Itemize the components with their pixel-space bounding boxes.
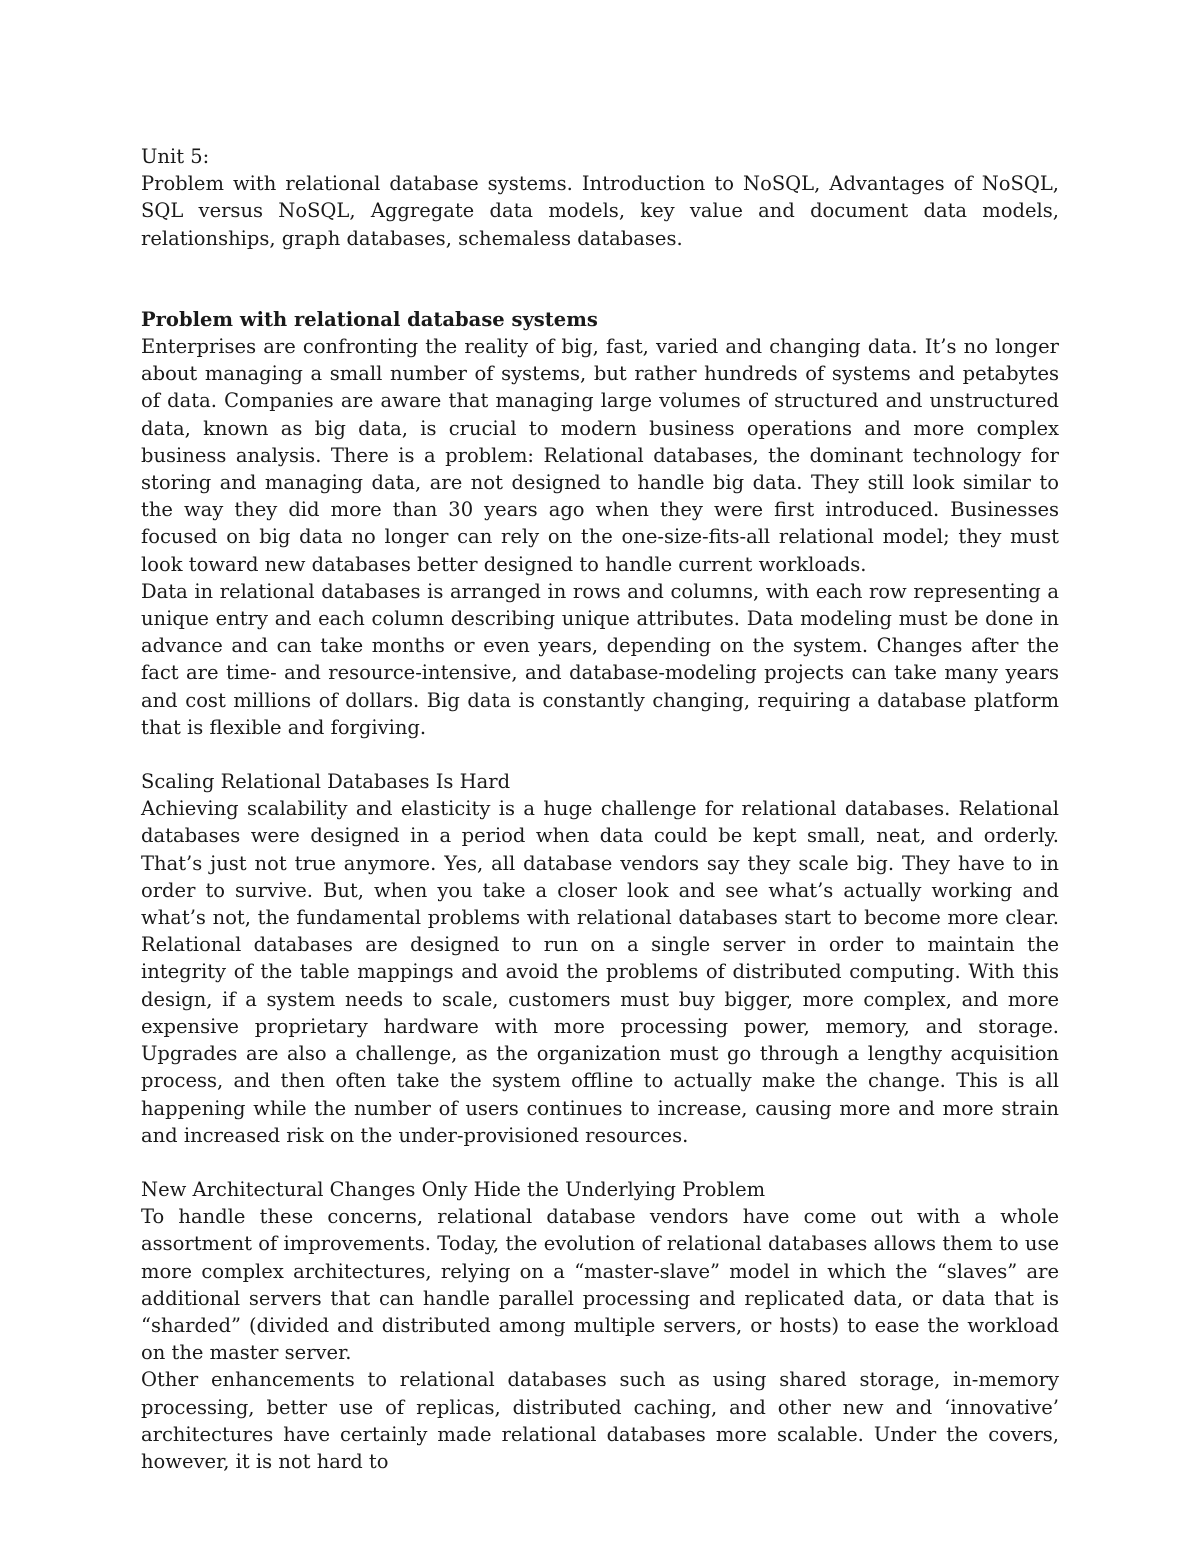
paragraph: Data in relational databases is arranged in rows and columns, with each row representing a unique entry and each column describing unique attributes. Data modeling must be done in advance and can take months or even years, depending on the system. Changes after the fact are time- and resource-intensive, and database-modeling projects can take many years and cost millions of dollars. Big data is constantly changing, requiring a database platform that is flexible and forgiving. xyxy=(141,579,1059,739)
paragraph: To handle these concerns, relational database vendors have come out with a whole assortment of improvements. Today, the evolution of relational databases allows them to use more complex architectures, relying on a “master-slave” model in which the “slaves” are additional servers that can handle parallel processing and replicated data, or data that is “sharded” (divided and distributed among multiple servers, or hosts) to ease the workload on the master server. xyxy=(141,1205,1059,1365)
section-heading-scaling: Scaling Relational Databases Is Hard xyxy=(141,770,511,794)
paragraph: Enterprises are confronting the reality of big, fast, varied and changing data. It’s no longer about managing a small number of systems, but rather hundreds of systems and petabytes of data. Companies are aware that managing large volumes of structured and unstructured data, known as big data, is crucial to modern business operations and more complex business analysis. There is a problem: Relational databases, the dominant technology for storing and managing data, are not designed to handle big data. They still look similar to the way they did more than 30 years ago when they were first introduced. Businesses focused on big data no longer can rely on the one-size-fits-all relational model; they must look toward new databases better designed to handle current workloads. xyxy=(141,335,1059,576)
spacer xyxy=(141,741,1059,768)
section-heading-problem: Problem with relational database systems xyxy=(141,307,598,331)
spacer xyxy=(141,1149,1059,1176)
section-heading-architecture: New Architectural Changes Only Hide the Underlying Problem xyxy=(141,1177,766,1201)
document-page xyxy=(141,143,1059,1475)
paragraph: Achieving scalability and elasticity is a huge challenge for relational databases. Relational databases were designed in a period when data could be kept small, neat, and orderly. That’s just not true anymore. Yes, all database vendors say they scale big. They have to in order to survive. But, when you take a closer look and see what’s actually working and what’s not, the fundamental problems with relational databases start to become more clear. Relational databases are designed to run on a single server in order to maintain the integrity of the table mappings and avoid the problems of distributed computing. With this design, if a system needs to scale, customers must buy bigger, more complex, and more expensive proprietary hardware with more processing power, memory, and storage. Upgrades are also a challenge, as the organization must go through a lengthy acquisition process, and then often take the system offline to actually make the change. This is all happening while the number of users continues to increase, causing more and more strain and increased risk on the under-provisioned resources. xyxy=(141,797,1059,1147)
paragraph: Other enhancements to relational databases such as using shared storage, in-memory processing, better use of replicas, distributed caching, and other new and ‘innovative’ architectures have certainly made relational databases more scalable. Under the covers, however, it is not hard to xyxy=(141,1368,1059,1473)
spacer xyxy=(141,252,1059,306)
unit-syllabus: Problem with relational database systems. Introduction to NoSQL, Advantages of NoSQL, SQL versus NoSQL, Aggregate data models, key value and document data models, relationships, graph databases, schemaless databases. xyxy=(141,172,1059,250)
unit-title: Unit 5: xyxy=(141,145,210,168)
